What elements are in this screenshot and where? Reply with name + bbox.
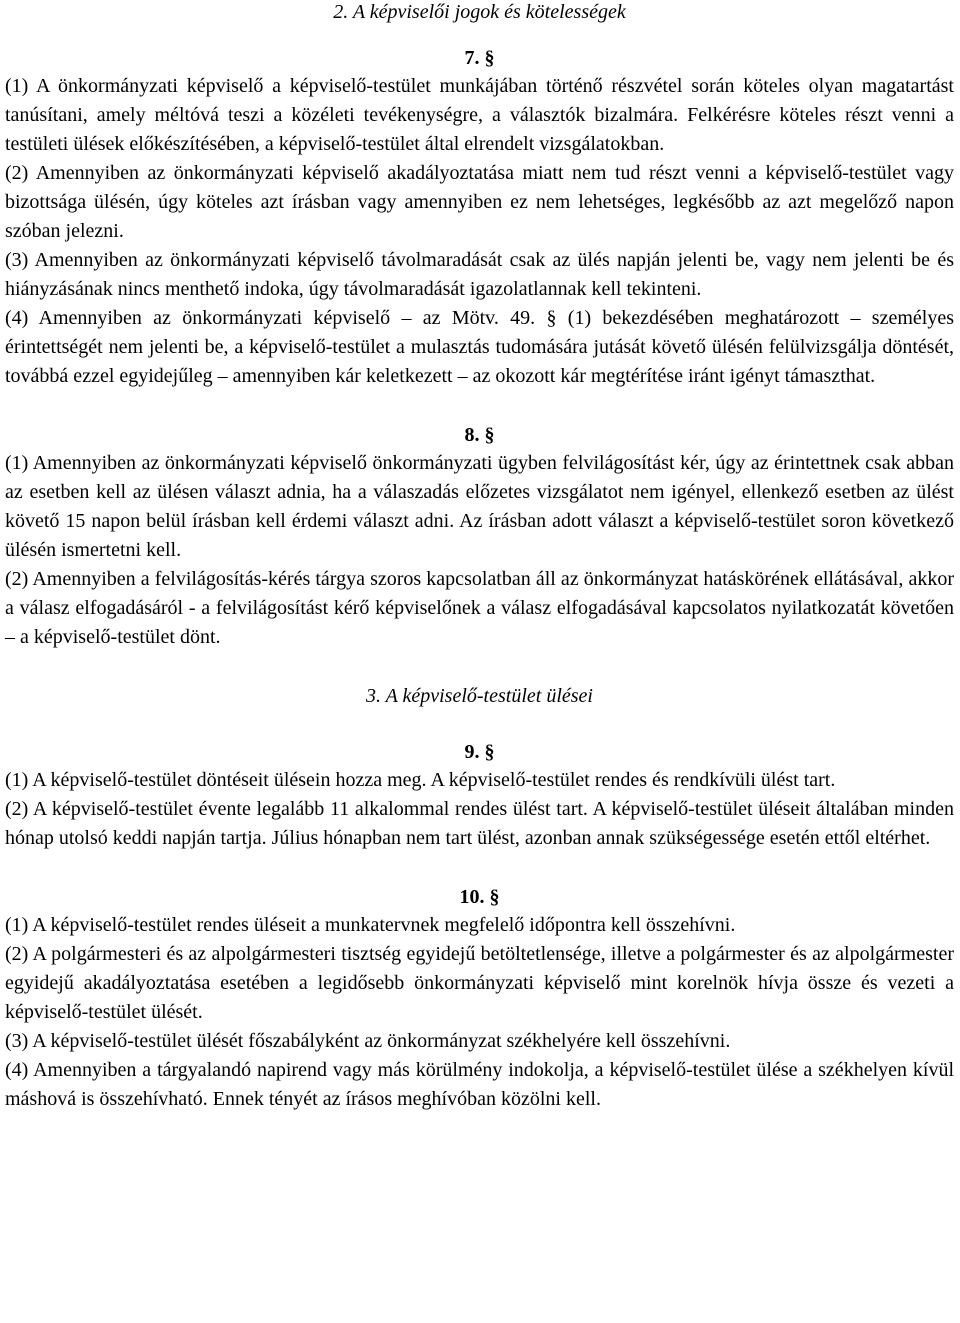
paragraph: (1) A képviselő-testület döntéseit ülésein hozza meg. A képviselő-testület rendes és rendkívüli ülést tart. [5, 769, 836, 791]
section-7 [5, 46, 954, 391]
paragraph: (2) A képviselő-testület évente legalább 11 alkalommal rendes ülést tart. A képviselő-testület üléseit általában minden hónap utolsó keddi napján tartja. Július hónapban nem tart ülést, azonban annak szükségessége esetén ettől eltérhet. [5, 798, 954, 849]
paragraph: (2) Amennyiben a felvilágosítás-kérés tárgya szoros kapcsolatban áll az önkormányzat hatáskörének ellátásával, akkor a válasz elfogadásáról - a felvilágosítást kérő képviselőnek a válasz elfogadásával kapcsolatos nyilatkozatát követően – a képviselő-testület dönt. [5, 568, 954, 648]
section-8 [5, 423, 954, 652]
paragraph: (4) Amennyiben az önkormányzati képviselő – az Mötv. 49. § (1) bekezdésében meghatározott – személyes érintettségét nem jelenti be, a képviselő-testület a mulasztás tudomására jutását követő ülésén felülvizsgálja döntését, továbbá ezzel egyidejűleg – amennyiben kár keletkezett – az okozott kár megtérítése iránt igényt támaszthat. [5, 307, 954, 387]
section-heading: 10. § [459, 886, 500, 908]
paragraph: (1) A önkormányzati képviselő a képviselő-testület munkájában történő részvétel során köteles olyan magatartást tanúsítani, amely méltóvá teszi a közéleti tevékenységre, a választók bizalmára. Felkérésre köteles részt venni a testületi ülések előkészítésében, a képviselő-testület által elrendelt vizsgálatokban. [5, 75, 954, 155]
section-heading: 7. § [464, 47, 495, 69]
paragraph: (1) Amennyiben az önkormányzati képviselő önkormányzati ügyben felvilágosítást kér, úgy az érintettnek csak abban az esetben kell az ülésen választ adnia, ha a válaszadás előzetes vizsgálatot nem igényel, ellenkező esetben az ülést követő 15 napon belül írásban kell érdemi választ adni. Az írásban adott választ a képviselő-testület soron következő ülésén ismertetni kell. [5, 452, 954, 561]
section-heading: 8. § [464, 424, 495, 446]
section-10 [5, 885, 954, 1114]
paragraph: (4) Amennyiben a tárgyalandó napirend vagy más körülmény indokolja, a képviselő-testület ülése a székhelyen kívül máshová is összehívható. Ennek tényét az írásos meghívóban közölni kell. [5, 1059, 954, 1110]
paragraph: (2) Amennyiben az önkormányzati képviselő akadályoztatása miatt nem tud részt venni a képviselő-testület vagy bizottsága ülésén, úgy köteles azt írásban vagy amennyiben ez nem lehetséges, legkésőbb az azt megelőző napon szóban jelezni. [5, 162, 954, 242]
paragraph: (1) A képviselő-testület rendes üléseit a munkatervnek megfelelő időpontra kell összehívni. [5, 914, 736, 936]
chapter-title: 3. A képviselő-testület ülései [366, 685, 593, 707]
paragraph: (3) Amennyiben az önkormányzati képviselő távolmaradását csak az ülés napján jelenti be, vagy nem jelenti be és hiányzásának nincs menthető indoka, úgy távolmaradását igazolatlannak kell tekinteni. [5, 249, 954, 300]
paragraph: (3) A képviselő-testület ülését főszabályként az önkormányzat székhelyére kell összehívni. [5, 1030, 731, 1052]
chapter-title: 2. A képviselői jogok és kötelességek [333, 1, 626, 23]
section-9 [5, 740, 954, 853]
paragraph: (2) A polgármesteri és az alpolgármesteri tisztség egyidejű betöltetlensége, illetve a polgármester és az alpolgármester egyidejű akadályoztatása esetében a legidősebb önkormányzati képviselő mint korelnök hívja össze és vezeti a képviselő-testület ülését. [5, 943, 954, 1023]
section-heading: 9. § [464, 741, 495, 763]
